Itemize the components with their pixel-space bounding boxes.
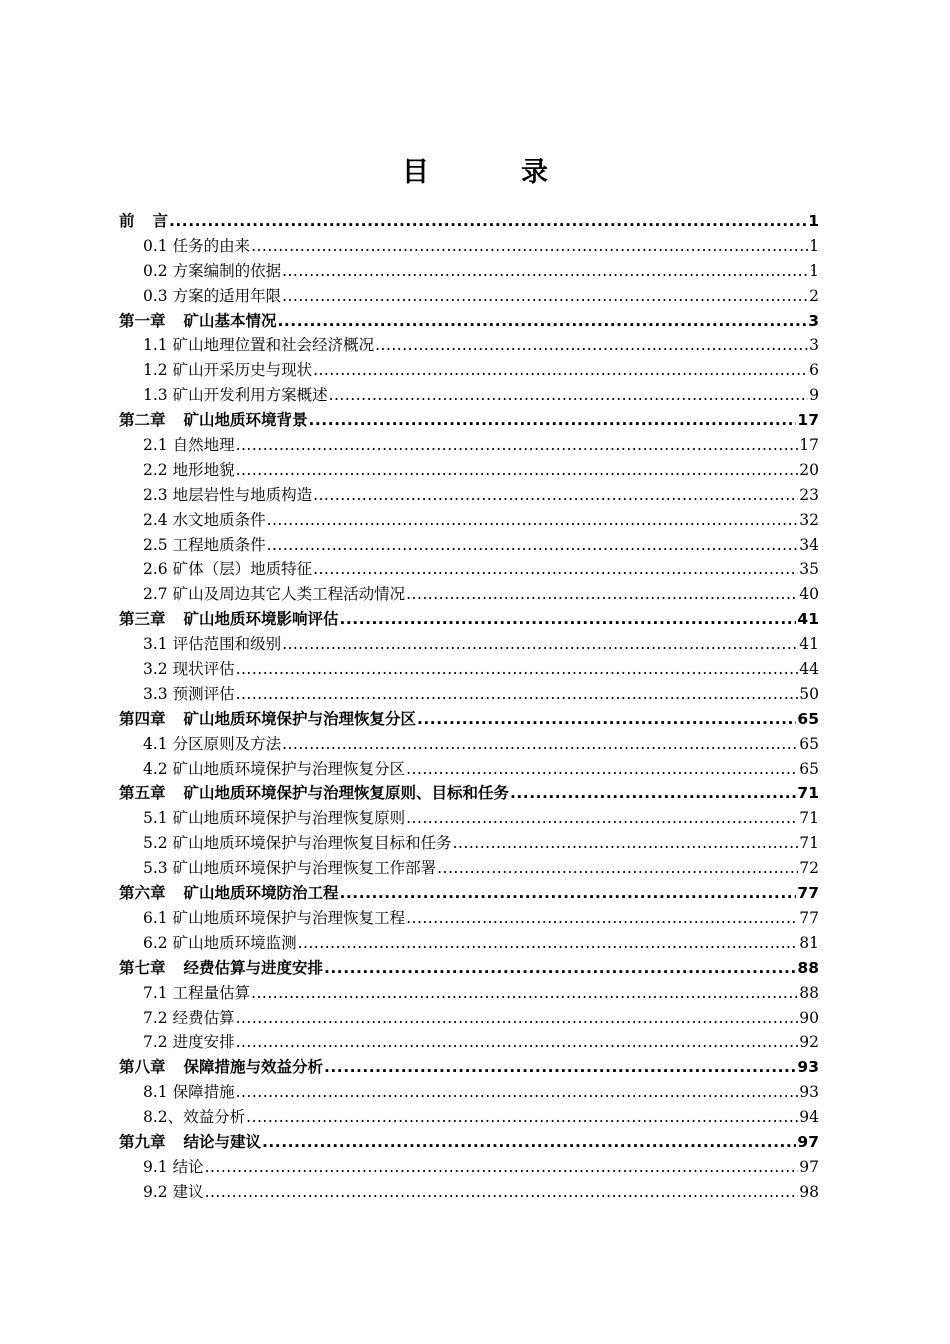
dot-leader <box>267 508 799 533</box>
toc-entry-title <box>119 209 168 234</box>
toc-section-entry[interactable] <box>119 1180 819 1205</box>
toc-chapter-entry[interactable] <box>119 881 819 906</box>
toc-entry-text: 矿山地质环境防治工程 <box>183 884 339 903</box>
dot-leader <box>246 1105 798 1130</box>
toc-entry-title <box>143 284 281 309</box>
toc-entry-text: 矿山地质环境影响评估 <box>183 610 339 629</box>
toc-section-entry[interactable] <box>119 533 819 558</box>
toc-page-number: 88 <box>797 958 819 977</box>
toc-entry-text: 矿山地质环境背景 <box>183 411 308 430</box>
toc-section-entry[interactable] <box>119 806 819 831</box>
dot-leader <box>313 483 798 508</box>
toc-page-number: 9 <box>809 386 819 405</box>
toc-page-number: 88 <box>799 983 819 1002</box>
toc-page-number: 1 <box>809 261 819 280</box>
dot-leader <box>236 1006 799 1031</box>
dot-leader <box>282 632 798 657</box>
toc-entry-text: 2.6 矿体（层）地质特征 <box>143 560 313 579</box>
toc-page-number: 93 <box>797 1058 819 1077</box>
toc-page-number: 40 <box>799 585 819 604</box>
dot-leader <box>453 831 799 856</box>
title-char-2: 录 <box>521 157 548 188</box>
toc-chapter-number: 第一章 <box>119 311 166 330</box>
toc-entry-title <box>143 757 405 782</box>
dot-leader <box>236 657 799 682</box>
dot-leader <box>406 906 798 931</box>
toc-entry-title <box>143 483 312 508</box>
toc-section-entry[interactable] <box>119 284 819 309</box>
toc-page-number: 23 <box>799 485 819 504</box>
toc-entry-title <box>143 582 405 607</box>
toc-entry-text: 9.2 建议 <box>143 1182 204 1201</box>
toc-entry-text: 1.3 矿山开发利用方案概述 <box>143 386 328 405</box>
toc-section-entry[interactable] <box>119 1080 819 1105</box>
toc-entry-title <box>119 781 509 806</box>
toc-entry-text: 7.2 进度安排 <box>143 1033 235 1052</box>
toc-section-entry[interactable] <box>119 1030 819 1055</box>
toc-entry-title <box>143 906 405 931</box>
toc-entry-title <box>143 831 452 856</box>
dot-leader <box>406 582 798 607</box>
toc-page-number: 92 <box>799 1033 819 1052</box>
toc-page-number: 17 <box>797 411 819 430</box>
toc-page-number: 35 <box>799 560 819 579</box>
dot-leader <box>236 433 799 458</box>
toc-chapter-number: 第三章 <box>119 610 166 629</box>
toc-entry-text: 6.2 矿山地质环境监测 <box>143 933 297 952</box>
toc-chapter-number: 第八章 <box>119 1058 166 1077</box>
dot-leader <box>282 732 798 757</box>
toc-section-entry[interactable] <box>119 657 819 682</box>
toc-entry-text: 0.2 方案编制的依据 <box>143 261 282 280</box>
toc-chapter-entry[interactable] <box>119 1130 819 1155</box>
toc-page-number: 97 <box>799 1157 819 1176</box>
toc-chapter-entry[interactable] <box>119 309 819 334</box>
toc-page-number: 1 <box>809 236 819 255</box>
toc-entry-text: 1.1 矿山地理位置和社会经济概况 <box>143 336 375 355</box>
dot-leader <box>282 259 808 284</box>
toc-entry-text: 5.2 矿山地质环境保护与治理恢复目标和任务 <box>143 834 452 853</box>
dot-leader <box>340 607 797 632</box>
toc-page-number: 97 <box>797 1132 819 1151</box>
toc-section-entry[interactable] <box>119 358 819 383</box>
title-char-1: 目 <box>402 157 429 188</box>
dot-leader <box>236 1080 799 1105</box>
toc-entry-title <box>143 433 235 458</box>
toc-entry-text: 5.1 矿山地质环境保护与治理恢复原则 <box>143 809 406 828</box>
toc-page-number: 94 <box>799 1108 819 1127</box>
dot-leader <box>324 956 796 981</box>
dot-leader <box>313 557 798 582</box>
toc-page-number: 32 <box>799 510 819 529</box>
dot-leader <box>406 806 798 831</box>
toc-page-number: 2 <box>809 286 819 305</box>
toc-page-number: 65 <box>799 759 819 778</box>
toc-entry-title <box>143 856 436 881</box>
dot-leader <box>205 1180 799 1205</box>
toc-section-entry[interactable] <box>119 557 819 582</box>
toc-entry-title <box>143 383 328 408</box>
toc-entry-title <box>119 956 323 981</box>
toc-page-number: 3 <box>808 311 819 330</box>
toc-page-number: 72 <box>799 859 819 878</box>
toc-chapter-number: 前 <box>119 212 135 230</box>
toc-entry-text: 4.2 矿山地质环境保护与治理恢复分区 <box>143 759 406 778</box>
toc-chapter-entry[interactable] <box>119 209 819 234</box>
toc-entry-title <box>143 657 235 682</box>
toc-entry-text: 1.2 矿山开采历史与现状 <box>143 361 313 380</box>
toc-section-entry[interactable] <box>119 757 819 782</box>
toc-page-number: 6 <box>809 361 819 380</box>
toc-page-number: 90 <box>799 1008 819 1027</box>
dot-leader <box>417 707 796 732</box>
toc-page-number: 65 <box>799 734 819 753</box>
toc-page-number: 93 <box>799 1083 819 1102</box>
toc-page-number: 1 <box>808 212 819 230</box>
toc-page-number: 20 <box>799 460 819 479</box>
toc-page-number: 65 <box>797 709 819 728</box>
dot-leader <box>437 856 798 881</box>
toc-entry-title <box>119 408 308 433</box>
dot-leader <box>236 682 799 707</box>
table-of-contents <box>119 209 819 1205</box>
toc-section-entry[interactable] <box>119 682 819 707</box>
dot-leader <box>205 1155 799 1180</box>
toc-section-entry[interactable] <box>119 906 819 931</box>
toc-section-entry[interactable] <box>119 383 819 408</box>
toc-section-entry[interactable] <box>119 458 819 483</box>
dot-leader <box>313 358 808 383</box>
toc-chapter-number: 第六章 <box>119 884 166 903</box>
toc-entry-title <box>143 732 281 757</box>
toc-entry-title <box>143 333 374 358</box>
toc-entry-title <box>119 607 339 632</box>
toc-entry-text: 7.2 经费估算 <box>143 1008 235 1027</box>
dot-leader <box>329 383 809 408</box>
toc-entry-text: 0.1 任务的由来 <box>143 236 251 255</box>
dot-leader <box>309 408 797 433</box>
toc-entry-title <box>143 632 281 657</box>
toc-page-number: 77 <box>799 908 819 927</box>
toc-chapter-number: 第四章 <box>119 709 166 728</box>
toc-entry-text: 保障措施与效益分析 <box>183 1058 324 1077</box>
toc-entry-title <box>143 1155 204 1180</box>
toc-entry-text: 8.1 保障措施 <box>143 1083 235 1102</box>
dot-leader <box>375 333 808 358</box>
dot-leader <box>267 533 799 558</box>
toc-chapter-entry[interactable] <box>119 781 819 806</box>
toc-section-entry[interactable] <box>119 981 819 1006</box>
toc-page-number: 17 <box>799 436 819 455</box>
toc-entry-text: 2.5 工程地质条件 <box>143 535 266 554</box>
toc-entry-title <box>143 533 266 558</box>
toc-section-entry[interactable] <box>119 1006 819 1031</box>
toc-chapter-entry[interactable] <box>119 408 819 433</box>
toc-entry-title <box>143 458 235 483</box>
page-title <box>0 150 950 189</box>
dot-leader <box>340 881 797 906</box>
toc-entry-text: 矿山地质环境保护与治理恢复原则、目标和任务 <box>183 784 510 803</box>
toc-section-entry[interactable] <box>119 1155 819 1180</box>
toc-section-entry[interactable] <box>119 234 819 259</box>
toc-section-entry[interactable] <box>119 508 819 533</box>
toc-entry-title <box>143 234 250 259</box>
dot-leader <box>282 284 808 309</box>
toc-entry-text: 2.1 自然地理 <box>143 436 235 455</box>
toc-entry-text: 2.7 矿山及周边其它人类工程活动情况 <box>143 585 406 604</box>
toc-entry-title <box>143 806 405 831</box>
toc-entry-text: 2.2 地形地貌 <box>143 460 235 479</box>
toc-entry-text: 结论与建议 <box>183 1132 262 1151</box>
toc-chapter-entry[interactable] <box>119 607 819 632</box>
dot-leader <box>324 1055 796 1080</box>
toc-entry-text: 6.1 矿山地质环境保护与治理恢复工程 <box>143 908 406 927</box>
toc-entry-title <box>143 981 250 1006</box>
toc-entry-text: 2.3 地层岩性与地质构造 <box>143 485 313 504</box>
dot-leader <box>510 781 796 806</box>
toc-chapter-entry[interactable] <box>119 707 819 732</box>
toc-page-number: 71 <box>797 784 819 803</box>
toc-page-number: 71 <box>799 809 819 828</box>
toc-section-entry[interactable] <box>119 1105 819 1130</box>
toc-chapter-number: 第九章 <box>119 1132 166 1151</box>
toc-chapter-number: 第五章 <box>119 784 166 803</box>
toc-page-number: 98 <box>799 1182 819 1201</box>
dot-leader <box>251 234 808 259</box>
toc-page-number: 3 <box>809 336 819 355</box>
dot-leader <box>236 1030 799 1055</box>
toc-entry-text: 8.2、效益分析 <box>143 1108 246 1127</box>
toc-entry-title <box>143 1105 245 1130</box>
toc-entry-text: 3.2 现状评估 <box>143 660 235 679</box>
dot-leader <box>406 757 798 782</box>
toc-page-number: 50 <box>799 684 819 703</box>
toc-entry-title <box>143 1180 204 1205</box>
toc-entry-title <box>119 1055 323 1080</box>
toc-page-number: 41 <box>797 610 819 629</box>
toc-chapter-number: 第七章 <box>119 958 166 977</box>
toc-section-entry[interactable] <box>119 259 819 284</box>
toc-page-number: 44 <box>799 660 819 679</box>
toc-section-entry[interactable] <box>119 333 819 358</box>
toc-entry-title <box>143 508 266 533</box>
toc-entry-title <box>143 1006 235 1031</box>
toc-entry-text: 3.3 预测评估 <box>143 684 235 703</box>
toc-section-entry[interactable] <box>119 732 819 757</box>
toc-entry-text: 矿山基本情况 <box>183 311 277 330</box>
toc-entry-text: 3.1 评估范围和级别 <box>143 635 282 654</box>
toc-section-entry[interactable] <box>119 582 819 607</box>
toc-page-number: 34 <box>799 535 819 554</box>
toc-chapter-entry[interactable] <box>119 1055 819 1080</box>
dot-leader <box>262 1130 796 1155</box>
toc-chapter-number: 第二章 <box>119 411 166 430</box>
toc-entry-title <box>119 881 339 906</box>
toc-entry-title <box>143 557 312 582</box>
toc-entry-title <box>119 1130 261 1155</box>
toc-chapter-entry[interactable] <box>119 956 819 981</box>
toc-entry-text: 经费估算与进度安排 <box>183 958 324 977</box>
toc-entry-text: 4.1 分区原则及方法 <box>143 734 282 753</box>
toc-page-number: 41 <box>799 635 819 654</box>
toc-entry-text: 9.1 结论 <box>143 1157 204 1176</box>
dot-leader <box>251 981 798 1006</box>
toc-page-number: 71 <box>799 834 819 853</box>
dot-leader <box>169 209 807 234</box>
toc-section-entry[interactable] <box>119 856 819 881</box>
toc-entry-title <box>143 1080 235 1105</box>
toc-entry-text: 7.1 工程量估算 <box>143 983 251 1002</box>
toc-section-entry[interactable] <box>119 831 819 856</box>
toc-entry-title <box>143 358 312 383</box>
toc-section-entry[interactable] <box>119 433 819 458</box>
toc-entry-title <box>143 682 235 707</box>
toc-section-entry[interactable] <box>119 632 819 657</box>
toc-entry-title <box>143 259 281 284</box>
dot-leader <box>298 931 799 956</box>
toc-entry-title <box>119 707 416 732</box>
toc-entry-title <box>143 1030 235 1055</box>
toc-entry-text: 2.4 水文地质条件 <box>143 510 266 529</box>
toc-entry-text: 矿山地质环境保护与治理恢复分区 <box>183 709 417 728</box>
toc-page-number: 81 <box>799 933 819 952</box>
toc-page-number: 77 <box>797 884 819 903</box>
dot-leader <box>236 458 799 483</box>
toc-entry-title <box>119 309 277 334</box>
toc-section-entry[interactable] <box>119 931 819 956</box>
toc-section-entry[interactable] <box>119 483 819 508</box>
toc-entry-text: 5.3 矿山地质环境保护与治理恢复工作部署 <box>143 859 437 878</box>
dot-leader <box>278 309 808 334</box>
toc-entry-title <box>143 931 297 956</box>
toc-entry-text: 0.3 方案的适用年限 <box>143 286 282 305</box>
toc-entry-text: 言 <box>152 212 169 230</box>
